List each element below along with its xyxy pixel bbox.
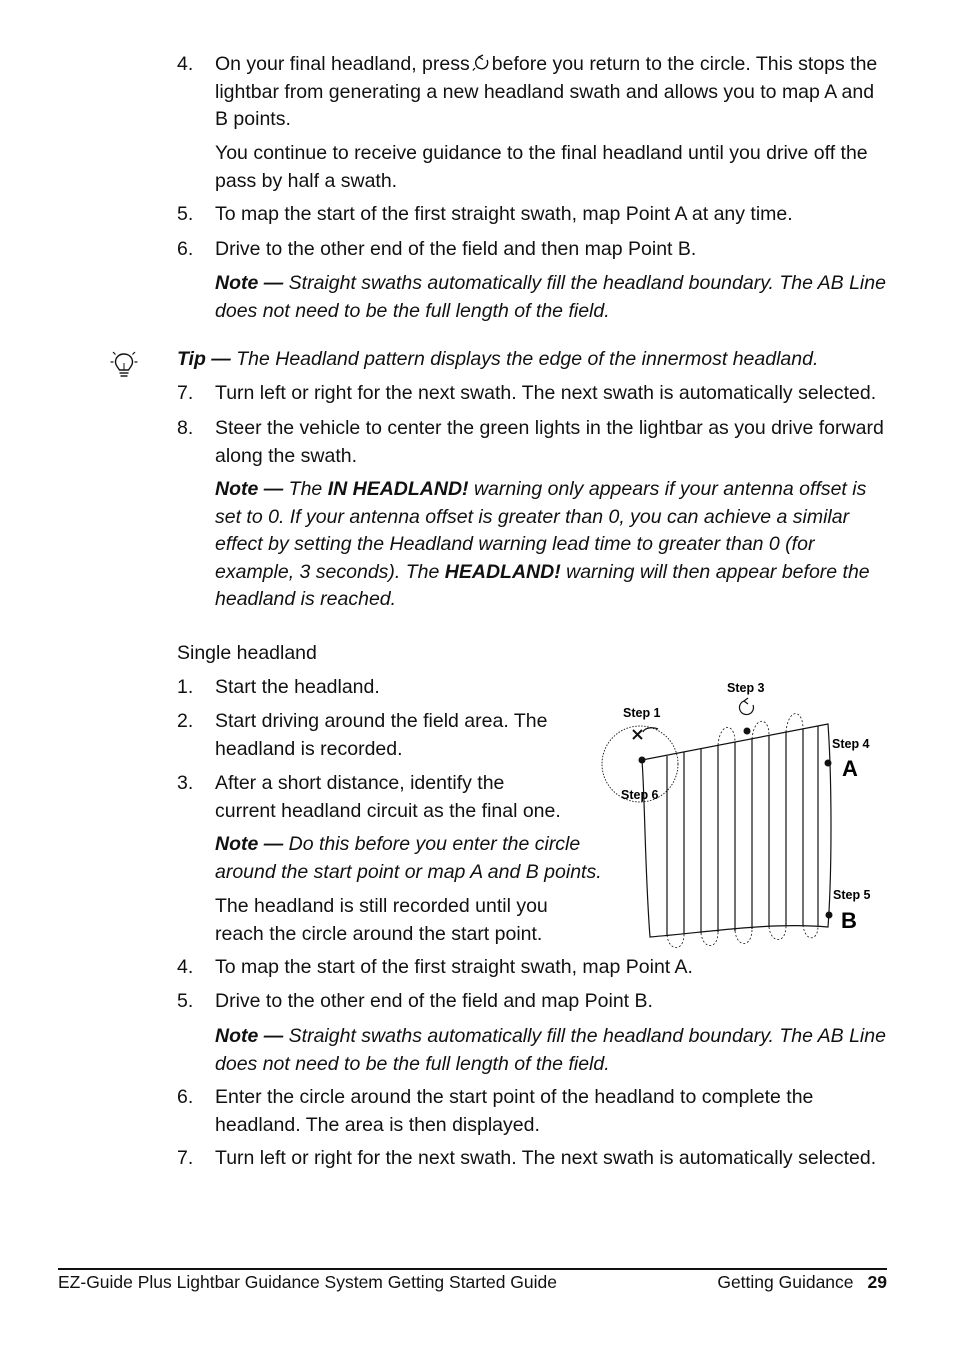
section-heading: Single headland	[177, 642, 317, 664]
step-text: Drive to the other end of the field and map Point B.	[215, 990, 653, 1012]
step-number: 7.	[177, 382, 194, 404]
step-text-part: On your final headland, press	[215, 53, 470, 75]
headland-key-icon	[739, 698, 753, 715]
footer-rule	[58, 1268, 887, 1270]
step-number: 4.	[177, 53, 194, 75]
step-text: To map the start of the first straight swath, map Point A at any time.	[215, 203, 793, 225]
footer-section	[717, 1272, 887, 1293]
page-number: 29	[867, 1272, 887, 1292]
label-step-5: Step 5	[833, 888, 871, 902]
step-number: 5.	[177, 990, 194, 1012]
warning-headland: HEADLAND!	[444, 560, 561, 583]
note-text-part: warning only appears if your antenna offset is set to 0. If your antenna offset is greater than 0, you can achieve a similar effect by setting the Headland warning lead time to greater than 0 (for example, 3 seconds). The	[215, 478, 867, 583]
step-number: 6.	[177, 1086, 194, 1108]
label-step-3: Step 3	[727, 681, 765, 695]
step-number: 3.	[177, 772, 194, 794]
footer-section-name: Getting Guidance	[717, 1272, 854, 1292]
step-text: Turn left or right for the next swath. The next swath is automatically selected.	[215, 382, 877, 404]
point-a-marker	[825, 760, 832, 767]
note-label: Note —	[215, 272, 284, 294]
note-2	[215, 476, 891, 614]
step6-point	[639, 757, 646, 764]
step-number: 7.	[177, 1147, 194, 1169]
note-text: Straight swaths automatically fill the headland boundary. The AB Line does not need to be the full length of the field.	[215, 272, 886, 322]
footer-title: EZ-Guide Plus Lightbar Guidance System Getting Started Guide	[58, 1272, 558, 1292]
step-number: 4.	[177, 956, 194, 978]
point-b-marker	[826, 912, 833, 919]
note-text: Straight swaths automatically fill the headland boundary. The AB Line does not need to be the full length of the field.	[215, 1025, 886, 1075]
tip-text: The Headland pattern displays the edge of the innermost headland.	[236, 348, 819, 370]
headland-key-icon	[472, 54, 490, 71]
headland-diagram	[590, 672, 890, 962]
note-label: Note —	[215, 1025, 284, 1047]
warning-in-headland: IN HEADLAND!	[327, 478, 469, 500]
note-text-part: The	[288, 478, 323, 500]
step-text: Turn left or right for the next swath. The next swath is automatically selected.	[215, 1147, 877, 1169]
step-text: Start the headland.	[215, 676, 380, 698]
step-text-part: before you return to the circle. This stops the lightbar from generating a new headland swath and allows you to map A and B points.	[215, 53, 878, 130]
step-number: 1.	[177, 676, 194, 698]
step-text: Drive to the other end of the field and then map Point B.	[215, 238, 697, 260]
note-1	[215, 270, 891, 325]
step-text: After a short distance, identify the current headland circuit as the final one.	[215, 772, 561, 822]
label-point-a: A	[842, 756, 858, 781]
step-number: 6.	[177, 238, 194, 260]
step3-point	[744, 728, 751, 735]
step-text: To map the start of the first straight swath, map Point A.	[215, 956, 693, 978]
lightbulb-icon	[110, 349, 138, 381]
label-step-4: Step 4	[832, 737, 870, 751]
step-3-continued: The headland is still recorded until you reach the circle around the start point.	[215, 895, 548, 945]
label-step-1: Step 1	[623, 706, 661, 720]
step-4-continued: You continue to receive guidance to the final headland until you drive off the pass by half a swath.	[215, 142, 868, 192]
step-number: 2.	[177, 710, 194, 732]
note-3	[215, 831, 605, 886]
label-point-b: B	[841, 908, 857, 933]
note-text: Do this before you enter the circle around the start point or map A and B points.	[215, 833, 602, 883]
note-4	[215, 1023, 891, 1078]
step-text: Steer the vehicle to center the green lights in the lightbar as you drive forward along the swath.	[215, 417, 884, 467]
step-text: Start driving around the field area. The headland is recorded.	[215, 710, 548, 760]
note-label: Note —	[215, 833, 284, 855]
note-label: Note —	[215, 478, 284, 500]
tip	[177, 346, 889, 374]
note-text-part: warning will then appear before the headland is reached.	[215, 560, 870, 610]
step-text: Enter the circle around the start point of the headland to complete the headland. The area is then displayed.	[215, 1086, 814, 1136]
step-number: 5.	[177, 203, 194, 225]
turn-loops	[667, 714, 818, 948]
step-number: 8.	[177, 417, 194, 439]
label-step-6: Step 6	[621, 788, 659, 802]
step-text	[215, 51, 889, 134]
tip-label: Tip —	[177, 348, 231, 370]
headland-outline	[642, 724, 831, 937]
x-mark-icon	[633, 730, 642, 739]
